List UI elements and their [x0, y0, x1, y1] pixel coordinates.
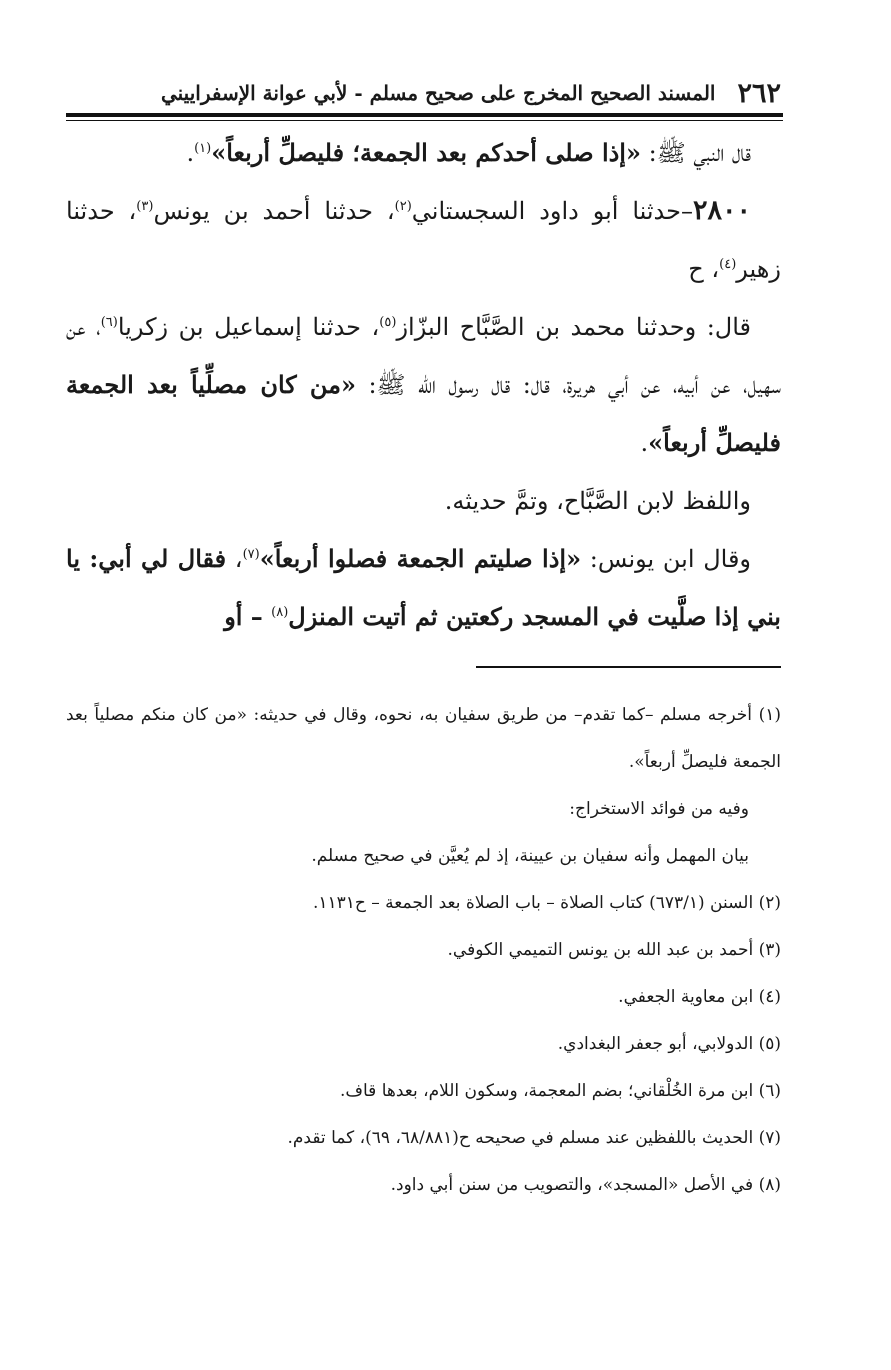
header-rule-thick: [66, 113, 783, 117]
hadith-2800: ٢٨٠٠–حدثنا أبو داود السجستاني$^{(٢)}$، حدثنا أحمد بن يونس$^{(٣)}$، حدثنا زهير$^{(٤)}$، ح: [66, 195, 781, 283]
page-number: ٢٦٢: [737, 77, 781, 109]
footnote-1-extra: وفيه من فوائد الاستخراج:: [569, 799, 749, 819]
paragraph-5: وقال ابن يونس: «إذا صليتم الجمعة فصلوا أربعاً»$^{(٧)}$، فقال لي أبي: يا بني إذا صلَّيت في المسجد ركعتين ثم أتيت المنزل$^{(٨)}$ – أو: [66, 544, 781, 631]
footnotes: [66, 692, 781, 1209]
footnote-1: (١) أخرجه مسلم –كما تقدم– من طريق سفيان به، نحوه، وقال في حديثه: «من كان منكم مصلياً بعد الجمعة فليصلِّ أربعاً».: [66, 705, 781, 772]
footnote-8: (٨) في الأصل «المسجد»، والتصويب من سنن أبي داود.: [390, 1175, 781, 1195]
footnote-1-extra: بيان المهمل وأنه سفيان بن عيينة، إذ لم يُعيَّن في صحيح مسلم.: [311, 846, 749, 866]
footnote-ref-2: (٢): [394, 199, 412, 214]
main-text: [66, 124, 781, 646]
hadith-number: ٢٨٠٠: [692, 195, 751, 226]
book-title: المسند الصحيح المخرج على صحيح مسلم - لأبي عوانة الإسفراييني: [160, 81, 716, 105]
footnote-ref-1: (١): [194, 141, 212, 156]
hadith-quote: «من كان مصلِّياً بعد الجمعة فليصلِّ أربعاً»: [66, 370, 781, 457]
header-rule-thin: [66, 120, 783, 121]
footnote-ref-8: (٨): [271, 605, 289, 620]
footnote-4: (٤) ابن معاوية الجعفي.: [618, 987, 781, 1007]
hadith-quote: «إذا صلى أحدكم بعد الجمعة؛ فليصلِّ أربعاً»: [211, 138, 641, 167]
narration-bold: فقال لي أبي: يا بني إذا صلَّيت في المسجد ركعتين ثم أتيت المنزل: [66, 544, 781, 631]
paragraph-1: قال النبي ﷺ: «إذا صلى أحدكم بعد الجمعة؛ فليصلِّ أربعاً»$^{(١)}$.: [186, 138, 751, 167]
paragraph-4: واللفظ لابن الصَّبَّاح، وتمَّ حديثه.: [444, 487, 751, 515]
footnote-2: (٢) السنن (٦٧٣/١) كتاب الصلاة – باب الصلاة بعد الجمعة – ح١١٣١.: [312, 893, 781, 913]
footnote-ref-4: (٤): [719, 257, 737, 272]
paragraph-3: قال: وحدثنا محمد بن الصَّبَّاح البزّاز$^{(٥)}$، حدثنا إسماعيل بن زكريا$^{(٦)}$، عن سهيل، عن أبيه، عن أبي هريرة، قال: قال رسول الله ﷺ: «من كان مصلِّياً بعد الجمعة فليصلِّ أربعاً».: [66, 313, 781, 457]
footnote-3: (٣) أحمد بن عبد الله بن يونس التميمي الكوفي.: [447, 940, 781, 960]
footnote-ref-5: (٥): [379, 315, 397, 330]
running-header: [66, 74, 781, 112]
footnote-ref-6: (٦): [100, 315, 118, 330]
footnote-5: (٥) الدولابي، أبو جعفر البغدادي.: [557, 1034, 781, 1054]
footnote-separator: [476, 666, 781, 668]
footnote-7: (٧) الحديث باللفظين عند مسلم في صحيحه ح(٦٨/٨٨١، ٦٩)، كما تقدم.: [287, 1128, 781, 1148]
hadith-quote: «إذا صليتم الجمعة فصلوا أربعاً»: [259, 544, 582, 573]
footnote-ref-7: (٧): [242, 547, 260, 562]
footnote-6: (٦) ابن مرة الخُلْقاني؛ بضم المعجمة، وسكون اللام، بعدها قاف.: [339, 1081, 781, 1101]
footnote-ref-3: (٣): [136, 199, 154, 214]
